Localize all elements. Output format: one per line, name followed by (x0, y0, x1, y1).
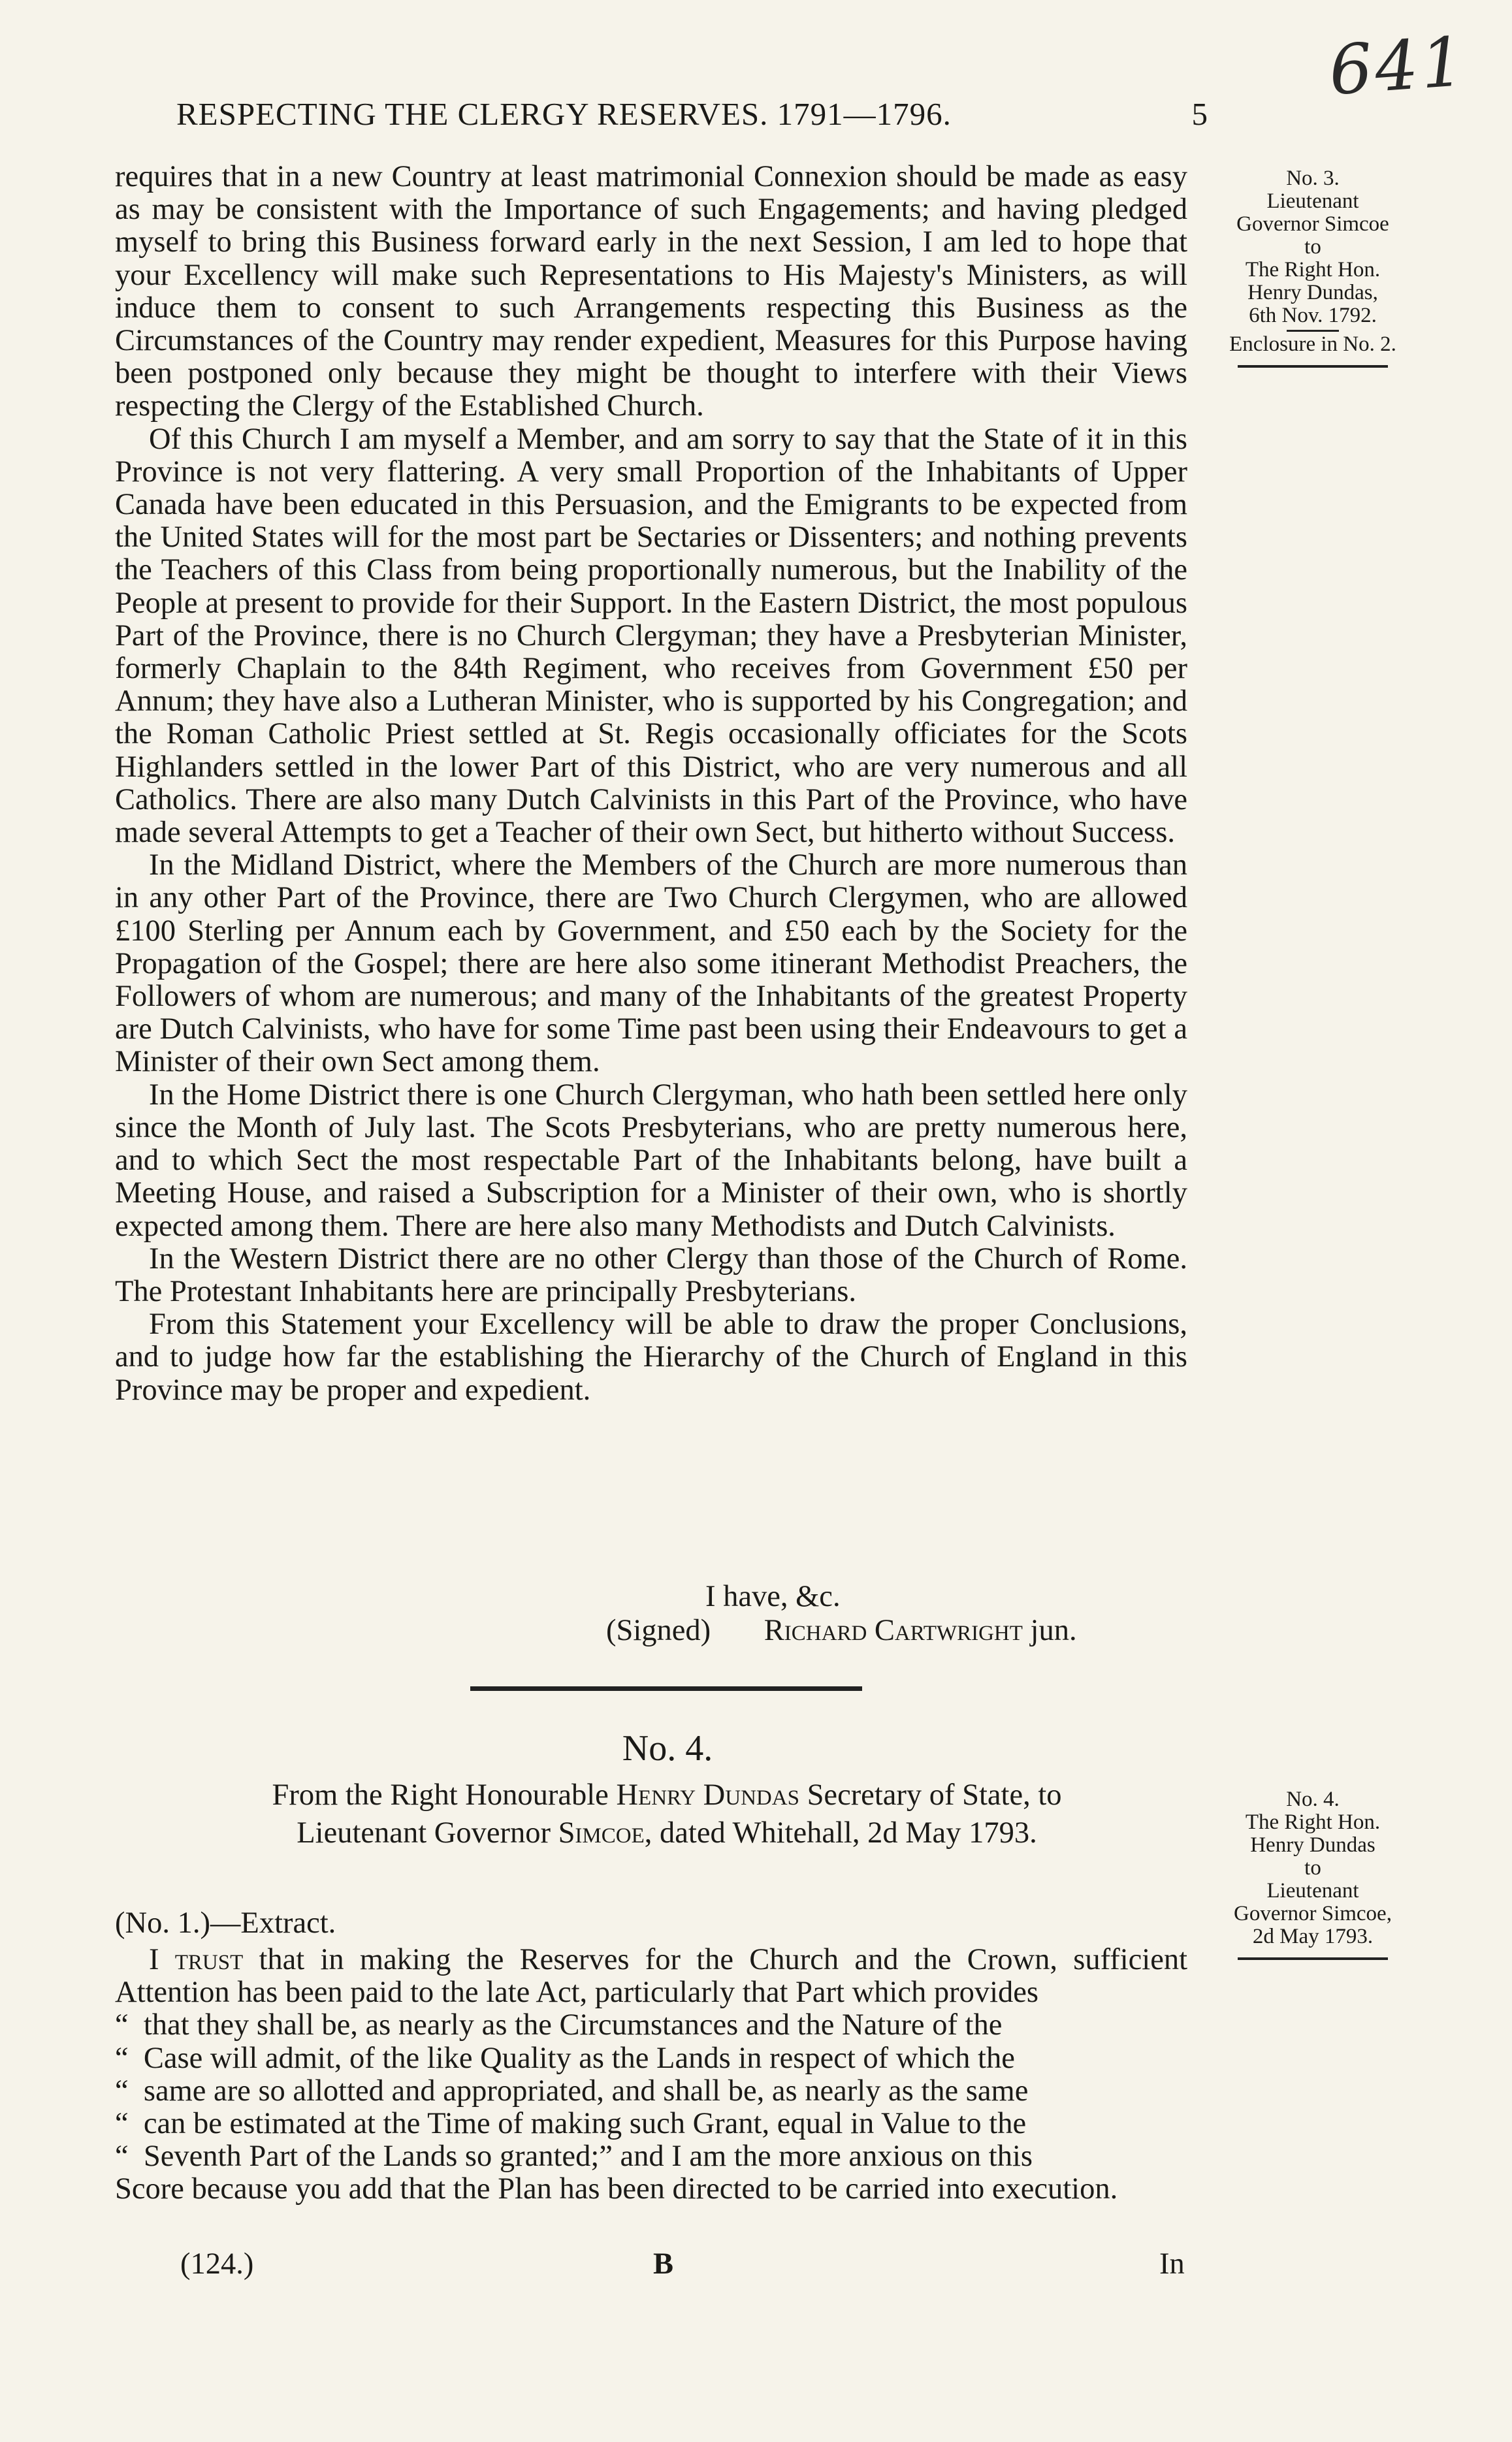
quote-line: “ that they shall be, as nearly as the Circumstances and the Nature of the (115, 2009, 1187, 2042)
handwritten-page-number: 641 (1327, 21, 1470, 111)
quote-line: “ Case will admit, of the like Quality as the Lands in respect of which the (115, 2042, 1187, 2075)
margin-note-2 (1202, 1788, 1424, 1960)
margin-note-line: to (1304, 1856, 1321, 1880)
letter-body (115, 161, 1187, 1407)
document-number: No. 4. (622, 1728, 713, 1769)
heading-text: Secretary of State, to (807, 1778, 1062, 1812)
margin-note-line: No. 3. (1286, 167, 1340, 190)
margin-note-line: No. 4. (1286, 1788, 1340, 1811)
signature-mark: B (653, 2247, 674, 2281)
catchword: In (1159, 2247, 1185, 2281)
quote-line: “ same are so allotted and appropriated, and shall be, as nearly as the same (115, 2075, 1187, 2108)
heading-line-1 (154, 1776, 1180, 1814)
margin-note-line: Henry Dundas, (1247, 281, 1378, 304)
heading-line-2 (154, 1814, 1180, 1852)
paragraph: In the Home District there is one Church Clergyman, who hath been settled here only since the Month of July last. The Scots Presbyterians, who are pretty numerous here, and to which Sect the most respectable Part of the Inhabitants belong, have built a Meeting House, and raised a Subscription for a Minister of their own, who is shortly expected among them. There are here also many Methodists and Dutch Calvinists. (115, 1078, 1187, 1243)
running-head-title: RESPECTING THE CLERGY RESERVES. 1791—1796. (176, 96, 952, 132)
margin-note-line: Lieutenant (1266, 189, 1359, 213)
margin-note-rule (1238, 1957, 1388, 1960)
paragraph (115, 1944, 1187, 2009)
closing-line: I have, &c. (705, 1580, 841, 1613)
margin-note-line: The Right Hon. (1245, 258, 1381, 281)
section-divider (470, 1686, 862, 1691)
margin-note-divider (1287, 330, 1339, 332)
signed-label: (Signed) (606, 1614, 711, 1647)
margin-note-line: 6th Nov. 1792. (1249, 304, 1377, 327)
paragraph-start: that in making the Reserves for the Church and the Crown, sufficient Attention has been paid to the late Act, particularly that Part which provides (115, 1943, 1188, 2010)
paragraph: From this Statement your Excellency will be able to draw the proper Conclusions, and to judge how far the establishing the Hierarchy of the Church of England in this Province may be proper and expedient. (115, 1308, 1187, 1407)
extract-label: (No. 1.)—Extract. (115, 1906, 336, 1940)
heading-name: Simcoe, (558, 1816, 652, 1850)
margin-note-line: 2d May 1793. (1252, 1925, 1374, 1948)
margin-note-1 (1202, 167, 1424, 368)
margin-note-line: Henry Dundas (1250, 1833, 1375, 1857)
paragraph-end: Score because you add that the Plan has been directed to be carried into execution. (115, 2172, 1118, 2206)
page-number: 5 (1191, 96, 1208, 132)
heading-text: Lieutenant Governor (297, 1816, 551, 1850)
document-heading (154, 1776, 1180, 1852)
paragraph: In the Midland District, where the Members of the Church are more numerous than in any other Part of the Province, there are Two Church Clergymen, who are allowed £100 Sterling per Annum each by Government, and £50 each by the Society for the Propagation of the Gospel; there are here also some itinerant Methodist Preachers, the Followers of whom are numerous; and many of the Inhabitants of the greatest Property are Dutch Calvinists, who have for some Time past been using their Endeavours to get a Minister of their own Sect among them. (115, 848, 1187, 1079)
extract-body (115, 1944, 1187, 2206)
signature-line (606, 1613, 1077, 1648)
margin-note-line: Governor Simcoe (1236, 212, 1389, 236)
sheet-number: (124.) (180, 2247, 254, 2281)
signature-name: Richard Cartwright (764, 1614, 1023, 1647)
margin-note-line: The Right Hon. (1245, 1810, 1381, 1834)
margin-note-line: Lieutenant (1266, 1879, 1359, 1903)
margin-note-rule (1238, 365, 1388, 368)
margin-note-line: to (1304, 235, 1321, 259)
margin-note-line: Governor Simcoe, (1234, 1902, 1392, 1925)
heading-text: From the Right Honourable (272, 1778, 609, 1812)
paragraph: requires that in a new Country at least matrimonial Connexion should be made as easy as may be consistent with the Importance of such Engagements; and having pledged myself to bring this Business forward early in the next Session, I am led to hope that your Excellency will make such Representations to His Majesty's Ministers, as will induce them to consent to such Arrangements respecting this Business as the Circumstances of the Country may render expedient, Measures for this Purpose having been postponed only because they might be thought to interfere with their Views respecting the Clergy of the Established Church. (115, 160, 1187, 423)
quote-line: “ Seventh Part of the Lands so granted;” and I am the more anxious on this (115, 2140, 1187, 2173)
opening-word: I trust (149, 1943, 244, 1976)
heading-text: dated Whitehall, 2d May 1793. (660, 1816, 1037, 1850)
paragraph: Of this Church I am myself a Member, and am sorry to say that the State of it in this Province is not very flattering. A very small Proportion of the Inhabitants of Upper Canada have been educated in this Persuasion, and the Emigrants to be expected from the United States will for the most part be Sectaries or Dissenters; and nothing prevents the Teachers of this Class from being proportionally numerous, but the Inability of the People at present to provide for their Support. In the Eastern District, the most populous Part of the Province, there is no Church Clergyman; they have a Presbyterian Minister, formerly Chaplain to the 84th Regiment, who receives from Government £50 per Annum; they have also a Lutheran Minister, who is supported by his Congregation; and the Roman Catholic Priest settled at St. Regis occasionally officiates for the Scots Highlanders settled in the lower Part of this District, who are very numerous and all Catholics. There are also many Dutch Calvinists in this Part of the Province, who have made several Attempts to get a Teacher of their own Sect, but hitherto without Success. (115, 422, 1187, 850)
signature-suffix: jun. (1030, 1614, 1077, 1647)
heading-name: Henry Dundas (616, 1778, 799, 1812)
paragraph: In the Western District there are no other Clergy than those of the Church of Rome. The Protestant Inhabitants here are principally Presbyterians. (115, 1242, 1187, 1308)
quote-line: “ can be estimated at the Time of making such Grant, equal in Value to the (115, 2108, 1187, 2140)
margin-note-enclosure: Enclosure in No. 2. (1229, 332, 1396, 356)
